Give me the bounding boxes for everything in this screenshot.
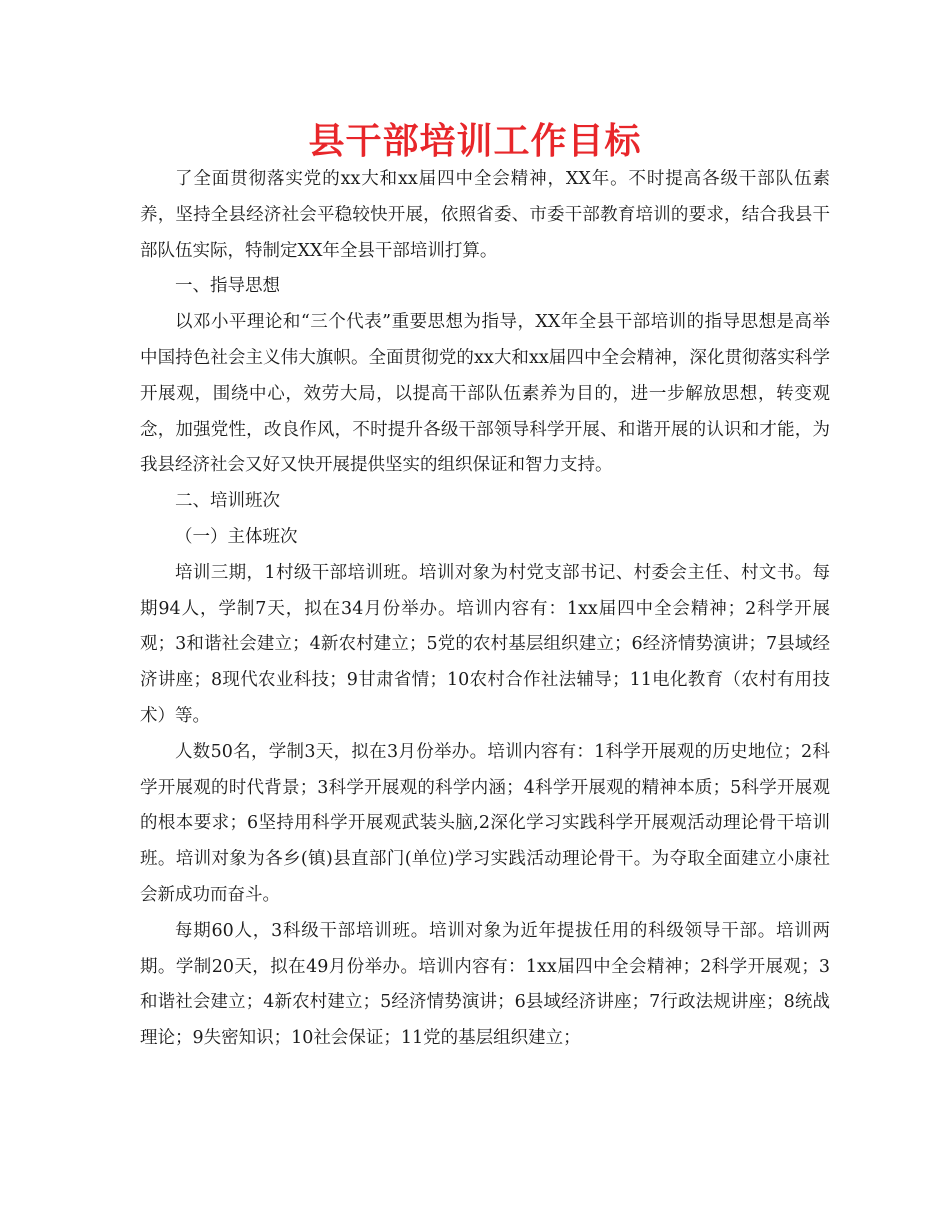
guiding-ideology-paragraph: 以邓小平理论和“三个代表”重要思想为指导，XX年全县干部培训的指导思想是高举中国持色社会主义伟大旗帜。全面贯彻党的xx大和xx届四中全会精神，深化贯彻落实科学开展观，围绕中心，效劳大局，以提高干部队伍素养为目的，进一步解放思想，转变观念，加强党性，改良作风，不时提升各级干部领导科学开展、和谐开展的认识和才能，为我县经济社会又好又快开展提供坚实的组织保证和智力支持。: [140, 312, 830, 476]
document-body: [140, 162, 830, 1057]
subsection-heading-main-classes: （一）主体班次: [175, 526, 298, 547]
section-heading-training-classes: 二、培训班次: [175, 491, 280, 512]
document-title: 县干部培训工作目标: [308, 121, 642, 162]
village-cadre-class-paragraph: 培训三期，1村级干部培训班。培训对象为村党支部书记、村委会主任、村文书。每期94人，学制7天，拟在34月份举办。培训内容有：1xx届四中全会精神；2科学开展观；3和谐社会建立；4新农村建立；5党的农村基层组织建立；6经济情势演讲；7县域经济讲座；8现代农业科技；9甘肃省情；10农村合作社法辅导；11电化教育（农村有用技术）等。: [140, 562, 830, 726]
intro-paragraph: 了全面贯彻落实党的xx大和xx届四中全会精神，XX年。不时提高各级干部队伍素养，坚持全县经济社会平稳较快开展，依照省委、市委干部教育培训的要求，结合我县干部队伍实际，特制定XX年全县干部培训打算。: [140, 169, 830, 261]
section-level-cadre-class-paragraph: 每期60人，3科级干部培训班。培训对象为近年提拔任用的科级领导干部。培训两期。学制20天，拟在49月份举办。培训内容有：1xx届四中全会精神；2科学开展观；3和谐社会建立；4新农村建立；5经济情势演讲；6县域经济讲座；7行政法规讲座；8统战理论；9失密知识；10社会保证；11党的基层组织建立；: [140, 920, 830, 1049]
section-heading-guiding-ideology: 一、指导思想: [175, 276, 280, 297]
theory-backbone-class-paragraph: 人数50名，学制3天，拟在3月份举办。培训内容有：1科学开展观的历史地位；2科学开展观的时代背景；3科学开展观的科学内涵；4科学开展观的精神本质；5科学开展观的根本要求；6坚持用科学开展观武装头脑,2深化学习实践科学开展观活动理论骨干培训班。培训对象为各乡(镇)县直部门(单位)学习实践活动理论骨干。为夺取全面建立小康社会新成功而奋斗。: [140, 741, 830, 905]
